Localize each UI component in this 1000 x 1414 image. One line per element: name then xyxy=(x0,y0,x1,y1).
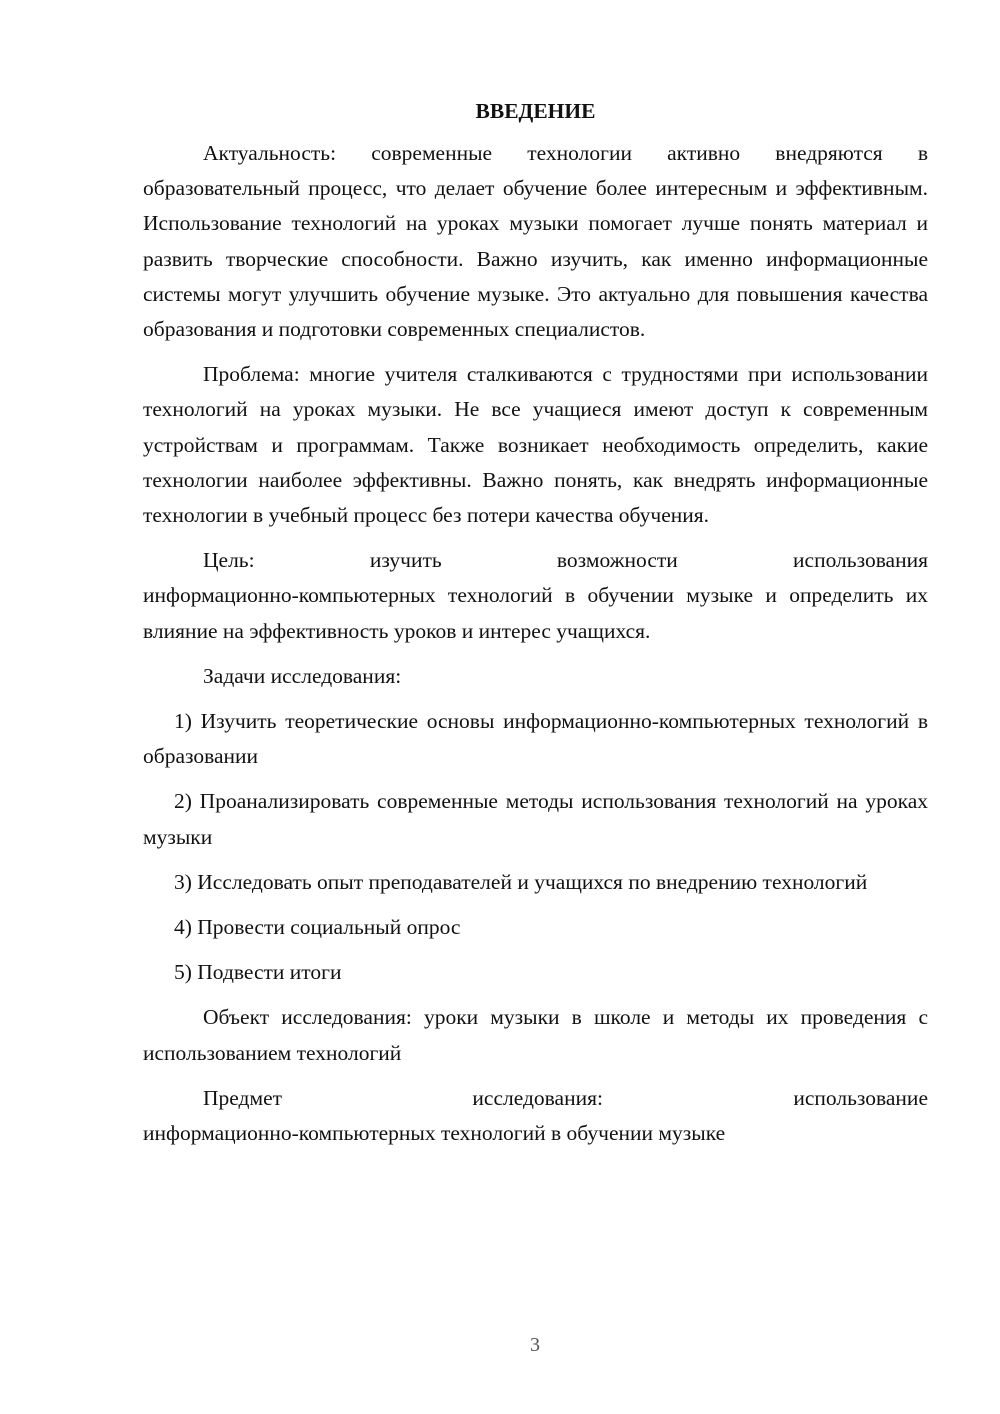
goal-word: Цель: xyxy=(203,548,255,573)
goal-word: использования xyxy=(793,548,928,573)
goal-paragraph xyxy=(143,543,928,649)
subject-word: исследования: xyxy=(472,1085,603,1110)
subject-first-line xyxy=(143,1081,928,1116)
page-title: ВВЕДЕНИЕ xyxy=(475,99,596,123)
goal-word: изучить xyxy=(369,548,442,573)
tasks-title: Задачи исследования: xyxy=(203,663,402,688)
relevance-paragraph: Актуальность: современные технологии активно внедряются в образовательный процесс, что делает обучение более интересным и эффективным. Использование технологий на уроках музыки помогает лучше понять материал и развить творческие способности. Важно изучить, как именно информационные системы могут улучшить обучение музыке. Это актуально для повышения качества образования и подготовки современных специалистов. xyxy=(143,141,928,342)
subject-word: использование xyxy=(793,1085,928,1110)
subject-paragraph xyxy=(143,1081,928,1151)
subject-rest: информационно-компьютерных технологий в обучении музыке xyxy=(143,1121,726,1146)
goal-rest: информационно-компьютерных технологий в обучении музыке и определить их влияние на эффективность уроков и интерес учащихся. xyxy=(143,583,928,643)
task-item: 3) Исследовать опыт преподавателей и учащихся по внедрению технологий xyxy=(174,869,868,894)
task-item: 4) Провести социальный опрос xyxy=(174,915,461,940)
page-number: 3 xyxy=(530,1334,540,1356)
task-item: 5) Подвести итоги xyxy=(174,960,342,985)
goal-first-line xyxy=(143,543,928,578)
document-page xyxy=(143,96,928,1161)
goal-word: возможности xyxy=(556,548,678,573)
problem-paragraph: Проблема: многие учителя сталкиваются с трудностями при использовании технологий на уроках музыки. Не все учащиеся имеют доступ к современным устройствам и программам. Также возникает необходимость определить, какие технологии наиболее эффективны. Важно понять, как внедрять информационные технологии в учебный процесс без потери качества обучения. xyxy=(143,362,928,528)
task-item: 2) Проанализировать современные методы использования технологий на уроках музыки xyxy=(143,789,928,849)
task-item: 1) Изучить теоретические основы информационно-компьютерных технологий в образовании xyxy=(143,709,928,769)
object-paragraph: Объект исследования: уроки музыки в школе и методы их проведения с использованием технологий xyxy=(143,1005,928,1065)
subject-word: Предмет xyxy=(203,1085,283,1110)
